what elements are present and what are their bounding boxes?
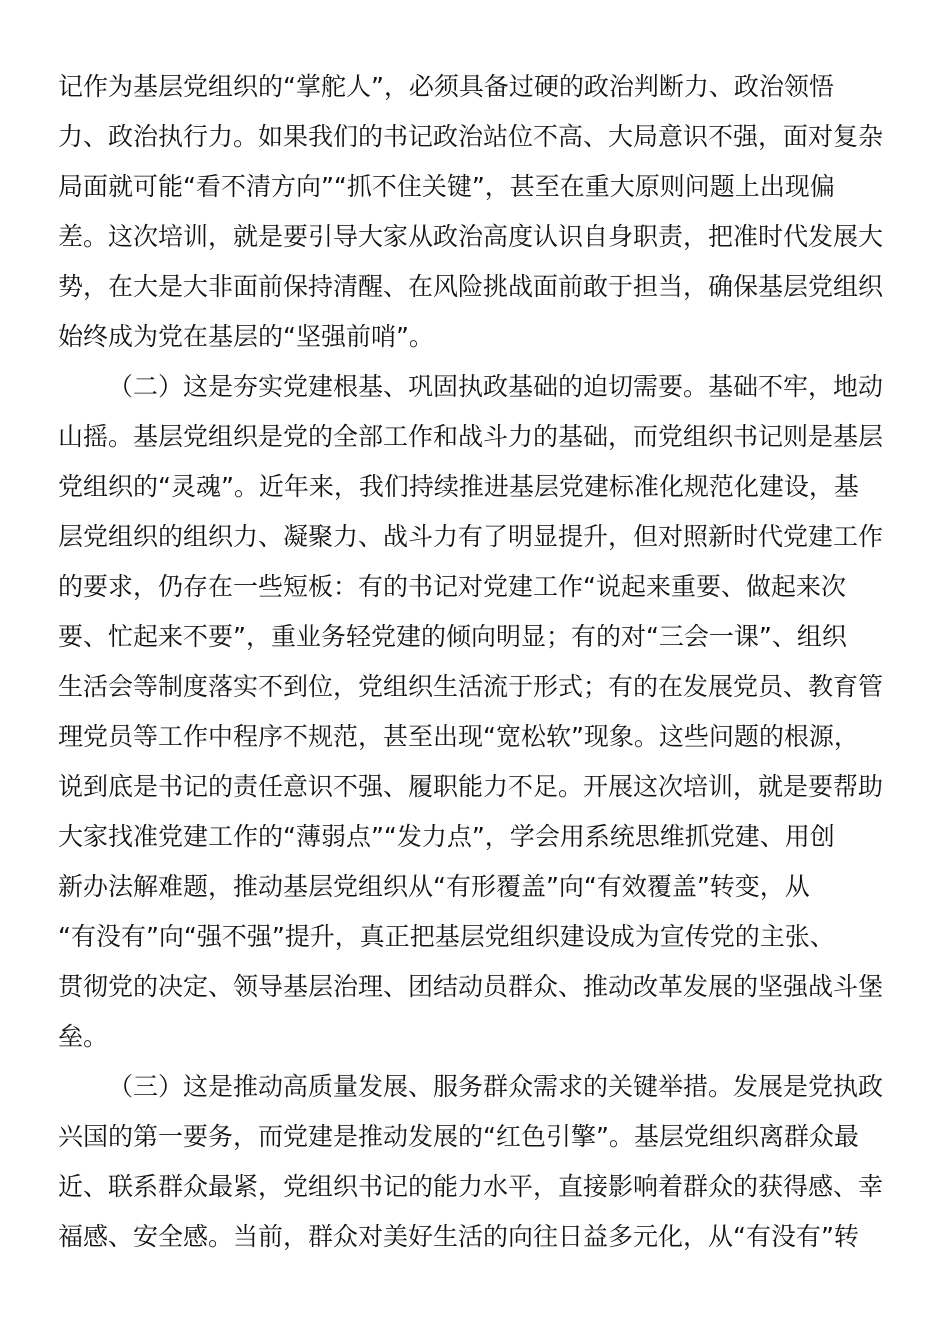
text-line: 说到底是书记的责任意识不强、履职能力不足。开展这次培训，就是要帮助 (58, 772, 884, 801)
text-line: 理党员等工作中程序不规范，甚至出现“宽松软”现象。这些问题的根源， (58, 722, 859, 751)
text-line: 层党组织的组织力、凝聚力、战斗力有了明显提升，但对照新时代党建工作 (58, 522, 884, 551)
text-line: 差。这次培训，就是要引导大家从政治高度认识自身职责，把准时代发展大 (58, 222, 884, 251)
paragraph-heading-3: （三）这是推动高质量发展、服务群众需求的关键举措。发展是党执政 (108, 1072, 884, 1101)
text-line: 记作为基层党组织的“掌舵人”，必须具备过硬的政治判断力、政治领悟 (58, 72, 834, 101)
paragraph-heading-2: （二）这是夯实党建根基、巩固执政基础的迫切需要。基础不牢，地动 (108, 372, 884, 401)
text-line: 生活会等制度落实不到位，党组织生活流于形式；有的在发展党员、教育管 (58, 672, 884, 701)
text-line: 的要求，仍存在一些短板：有的书记对党建工作“说起来重要、做起来次 (58, 572, 846, 601)
text-line: 兴国的第一要务，而党建是推动发展的“红色引擎”。基层党组织离群众最 (58, 1122, 859, 1151)
text-line: 新办法解难题，推动基层党组织从“有形覆盖”向“有效覆盖”转变，从 (58, 872, 810, 901)
text-line: 山摇。基层党组织是党的全部工作和战斗力的基础，而党组织书记则是基层 (58, 422, 884, 451)
text-line: 要、忙起来不要”，重业务轻党建的倾向明显；有的对“三会一课”、组织 (58, 622, 847, 651)
text-line: 势，在大是大非面前保持清醒、在风险挑战面前敢于担当，确保基层党组织 (58, 272, 884, 301)
text-line: 近、联系群众最紧，党组织书记的能力水平，直接影响着群众的获得感、幸 (58, 1172, 884, 1201)
text-line: 始终成为党在基层的“坚强前哨”。 (58, 322, 434, 351)
text-line: 力、政治执行力。如果我们的书记政治站位不高、大局意识不强，面对复杂 (58, 122, 884, 151)
text-line: 大家找准党建工作的“薄弱点”“发力点”，学会用系统思维抓党建、用创 (58, 822, 835, 851)
text-line: “有没有”向“强不强”提升，真正把基层党组织建设成为宣传党的主张、 (58, 922, 835, 951)
text-line: 党组织的“灵魂”。近年来，我们持续推进基层党建标准化规范化建设，基 (58, 472, 859, 501)
text-line: 局面就可能“看不清方向”“抓不住关键”，甚至在重大原则问题上出现偏 (58, 172, 835, 201)
text-line: 垒。 (58, 1022, 109, 1051)
text-line: 福感、安全感。当前，群众对美好生活的向往日益多元化，从“有没有”转 (58, 1222, 859, 1251)
text-line: 贯彻党的决定、领导基层治理、团结动员群众、推动改革发展的坚强战斗堡 (58, 972, 884, 1001)
